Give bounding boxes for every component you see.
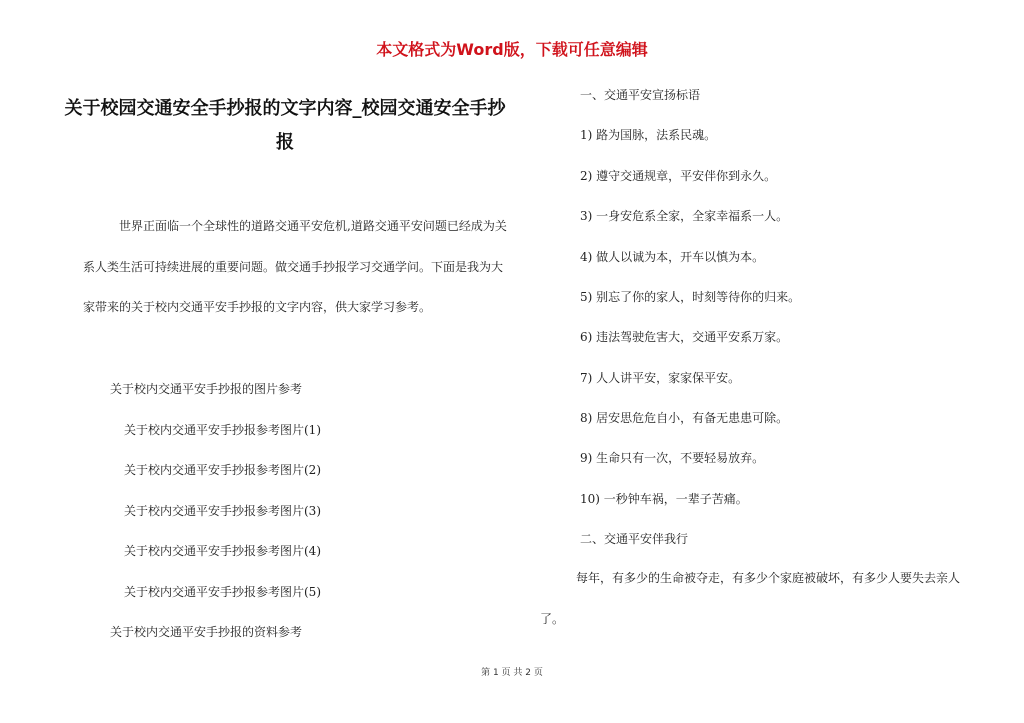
slogan-item: 7) 人人讲平安，家家保平安。 — [580, 371, 741, 385]
slogan-item: 6) 违法驾驶危害大，交通平安系万家。 — [580, 330, 789, 344]
slogan-item: 5) 别忘了你的家人，时刻等待你的归来。 — [580, 290, 801, 304]
slogan-item: 8) 居安思危危自小，有备无患患可除。 — [580, 411, 789, 425]
image-item: 关于校内交通平安手抄报参考图片(1) — [124, 423, 321, 437]
slogan-item: 2) 遵守交通规章，平安伴你到永久。 — [580, 169, 777, 183]
heading-traffic-safety: 二、交通平安伴我行 — [580, 532, 689, 546]
image-item: 关于校内交通平安手抄报参考图片(3) — [124, 504, 321, 518]
download-banner: 本文格式为Word版，下载可任意编辑 — [376, 40, 648, 59]
slogan-item: 4) 做人以诚为本，开车以慎为本。 — [580, 250, 765, 264]
image-item: 关于校内交通平安手抄报参考图片(4) — [124, 544, 321, 558]
slogan-item: 3) 一身安危系全家，全家幸福系一人。 — [580, 209, 789, 223]
section-images-heading: 关于校内交通平安手抄报的图片参考 — [110, 382, 303, 396]
closing-paragraph: 每年，有多少的生命被夺走，有多少个家庭被破坏，有多少人要失去亲人了。 — [540, 571, 961, 626]
image-item: 关于校内交通平安手抄报参考图片(2) — [124, 463, 321, 477]
document-title: 关于校园交通安全手抄报的文字内容_校园交通安全手抄报 — [64, 98, 506, 153]
intro-paragraph: 世界正面临一个全球性的道路交通平安危机,道路交通平安问题已经成为关系人类生活可持续进展的重要问题。做交通手抄报学习交通学问。下面是我为大家带来的关于校内交通平安手抄报的文字内容，供大家学习参考。 — [83, 219, 507, 314]
slogan-item: 10) 一秒钟车祸，一辈子苦痛。 — [580, 492, 748, 506]
heading-slogans: 一、交通平安宣扬标语 — [580, 88, 701, 102]
slogan-item: 9) 生命只有一次，不要轻易放弃。 — [580, 451, 765, 465]
slogan-item: 1) 路为国脉，法系民魂。 — [580, 128, 717, 142]
page-footer: 第 1 页 共 2 页 — [481, 668, 543, 678]
image-item: 关于校内交通平安手抄报参考图片(5) — [124, 585, 321, 599]
section-materials-heading: 关于校内交通平安手抄报的资料参考 — [110, 625, 303, 639]
